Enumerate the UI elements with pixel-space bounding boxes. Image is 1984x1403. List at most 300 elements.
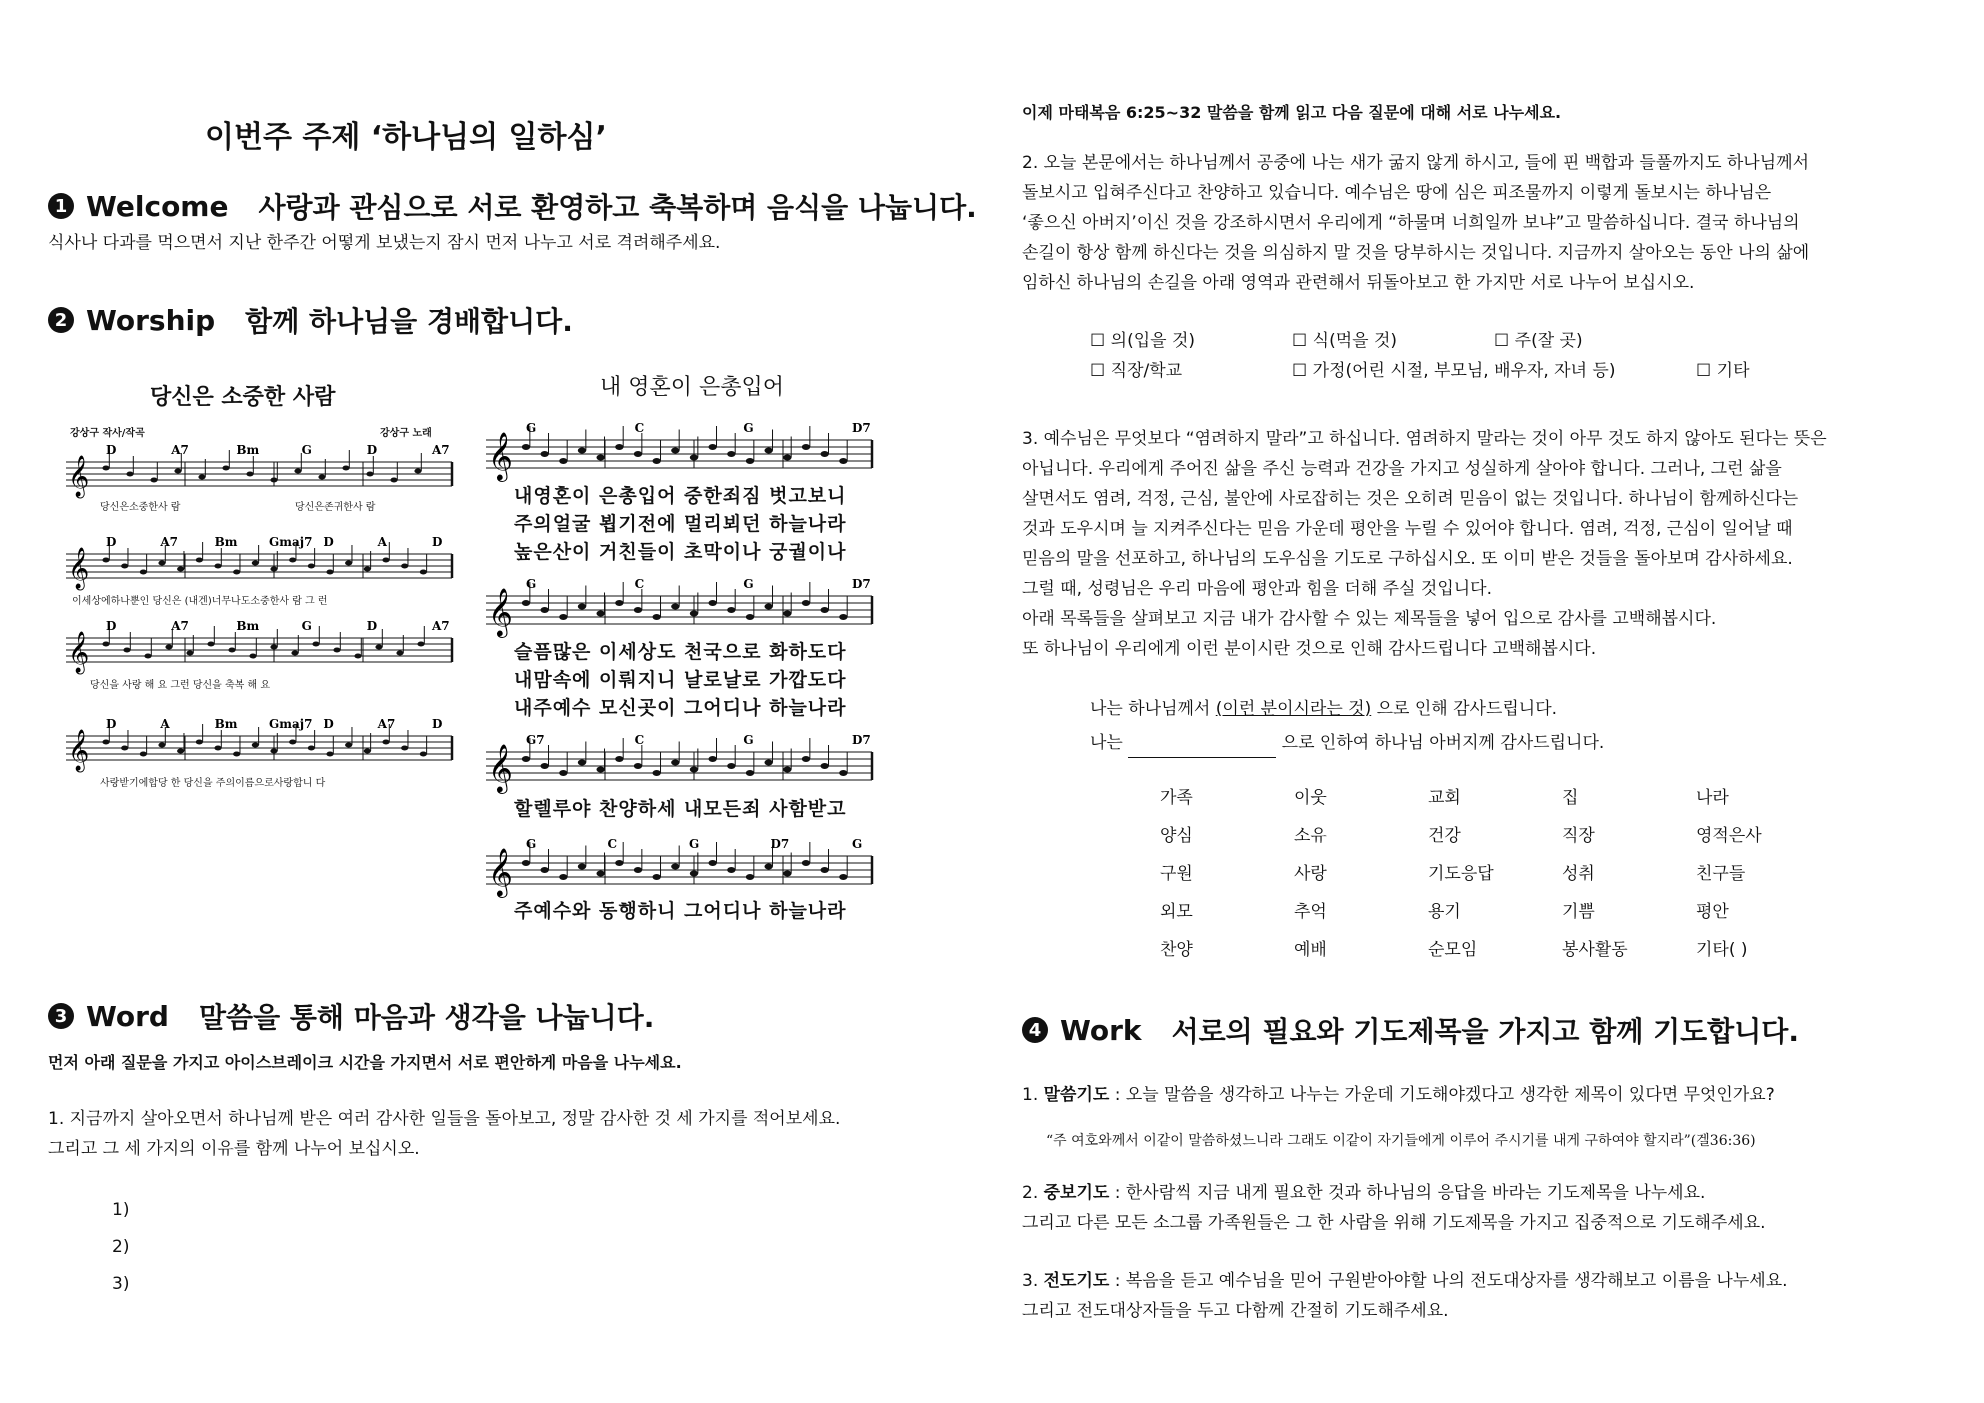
note-head — [634, 867, 642, 873]
note-head — [596, 611, 604, 617]
prayer-text: : 한사람씩 지금 내게 필요한 것과 하나님의 응답을 바라는 기도제목을 나누세요. — [1109, 1183, 1706, 1203]
chord-symbol: A7 — [432, 619, 450, 633]
gratitude-word: 평안 — [1696, 902, 1729, 922]
welcome-heading — [48, 186, 977, 226]
note-head — [727, 607, 735, 613]
note-head — [615, 756, 623, 762]
reading-intro: 이제 마태복음 6:25~32 말씀을 함께 읽고 다음 질문에 대해 서로 나누세요. — [1022, 103, 1562, 122]
gratitude-word: 사랑 — [1294, 864, 1327, 884]
note-head — [820, 607, 828, 613]
note-head — [417, 641, 424, 646]
work-heading — [1022, 1010, 1799, 1050]
note-head — [802, 600, 810, 606]
question-3-line: 것과 도우시며 늘 지켜주신다는 믿음 가운데 평안을 누릴 수 있어야 합니다. 염려, 걱정, 근심이 일어날 때 — [1022, 519, 1793, 539]
section-label: Welcome — [86, 189, 229, 223]
treble-clef-icon: 𝄞 — [68, 632, 90, 673]
question-3-line: 또 하나님이 우리에게 이런 분이시란 것으로 인해 감사드립니다 고백해봅시다. — [1022, 639, 1597, 659]
note-head — [727, 451, 735, 457]
note-head — [198, 474, 205, 479]
question-3-line: 3. 예수님은 무엇보다 “염려하지 말라”고 하십니다. 염려하지 말라는 것이 아무 것도 하지 않아도 된다는 뜻은 — [1022, 429, 1827, 449]
chord-symbol: G — [743, 733, 754, 747]
note-head — [207, 641, 214, 646]
note-head — [102, 465, 109, 470]
note-head — [326, 751, 333, 756]
song2-lyric: 내주예수 모신곳이 그어디나 하늘나라 — [514, 697, 847, 719]
song1-lyric: 사랑받기에합당 한 당신을 주의이름으로사랑합니 다 — [100, 778, 326, 789]
song1-credit-right: 강상구 노래 — [380, 428, 432, 439]
note-head — [690, 871, 698, 877]
prayer-2 — [1022, 1178, 1766, 1238]
chord-symbol: C — [607, 837, 618, 851]
note-head — [540, 867, 548, 873]
gratitude-word: 추억 — [1294, 902, 1327, 922]
chord-symbol: G — [689, 837, 700, 851]
section-heading-text: 함께 하나님을 경배합니다. — [245, 305, 573, 338]
note-head — [318, 474, 325, 479]
treble-clef-icon: 𝄞 — [68, 548, 90, 589]
note-head — [708, 444, 716, 450]
song2-lyric: 높은산이 거친들이 초막이나 궁궐이나 — [514, 541, 847, 563]
question-2-line: 2. 오늘 본문에서는 하나님께서 공중에 나는 새가 굶지 않게 하시고, 들에 핀 백합과 들풀까지도 하나님께서 — [1022, 153, 1809, 173]
gratitude-word: 기타( ) — [1696, 940, 1748, 960]
chord-symbol: D — [106, 619, 117, 633]
gratitude-word: 순모임 — [1428, 940, 1478, 960]
treble-clef-icon: 𝄞 — [488, 743, 513, 792]
note-head — [783, 611, 791, 617]
gratitude-word: 직장 — [1562, 826, 1595, 846]
prayer-1-verse: “주 여호와께서 이같이 말씀하셨느니라 그래도 이같이 자기들에게 이루어 주시기를 내게 구하여야 할지라”(겔36:36) — [1046, 1133, 1756, 1149]
note-head — [177, 566, 184, 571]
gratitude-word: 집 — [1562, 788, 1579, 808]
note-head — [294, 468, 301, 473]
note-head — [177, 748, 184, 753]
note-head — [308, 745, 315, 750]
note-head — [121, 745, 128, 750]
chord-symbol: D — [106, 443, 117, 457]
chord-symbol: D — [366, 443, 378, 457]
song2-lyric: 할렐루야 찬양하세 내모든죄 사함받고 — [514, 798, 847, 820]
chord-symbol: Gmaj7 — [269, 717, 313, 731]
thanks-underlined: (이런 분이시라는 것) — [1215, 699, 1372, 719]
note-head — [326, 569, 333, 574]
checkbox-family[interactable]: ☐ 가정(어린 시절, 부모님, 배우자, 자녀 등) — [1292, 361, 1616, 381]
note-head — [708, 756, 716, 762]
chord-symbol: G — [743, 577, 754, 591]
song2-lyric: 내맘속에 이뤄지니 날로날로 가깝도다 — [514, 669, 847, 691]
sheet-music-song2 — [480, 370, 880, 930]
note-head — [690, 611, 698, 617]
song1-staves — [60, 370, 460, 810]
note-head — [522, 600, 530, 606]
area-checkboxes — [1090, 326, 1750, 386]
note-head — [578, 604, 586, 610]
chord-symbol: A7 — [171, 619, 189, 633]
question-2-line: 손길이 항상 함께 하신다는 것을 의심하지 말 것을 당부하시는 것입니다. 지금까지 살아오는 동안 나의 삶에 — [1022, 243, 1810, 263]
note-head — [596, 767, 604, 773]
chord-symbol: G — [526, 421, 537, 435]
chord-symbol: A7 — [160, 535, 179, 549]
song2-verse-block-1 — [514, 482, 847, 566]
checkbox-work-school[interactable]: ☐ 직장/학교 — [1090, 361, 1183, 381]
note-head — [820, 867, 828, 873]
note-head — [596, 455, 604, 461]
section-number-badge: 2 — [48, 307, 74, 333]
note-head — [578, 864, 586, 870]
note-head — [690, 767, 698, 773]
note-head — [708, 600, 716, 606]
note-head — [246, 471, 253, 476]
note-head — [652, 770, 660, 776]
chord-symbol: D — [323, 535, 334, 549]
note-head — [746, 770, 754, 776]
thanks-text: 으로 인하여 하나님 아버지께 감사드립니다. — [1276, 733, 1605, 753]
note-head — [522, 756, 530, 762]
treble-clef-icon: 𝄞 — [488, 587, 513, 636]
note-head — [578, 760, 586, 766]
prayer-3 — [1022, 1266, 1788, 1326]
gratitude-word-grid — [1160, 786, 1830, 962]
note-head — [270, 566, 277, 571]
thanks-text: 나는 — [1090, 733, 1129, 753]
note-head — [354, 653, 361, 658]
note-head — [802, 444, 810, 450]
note-head — [690, 455, 698, 461]
note-head — [615, 444, 623, 450]
note-head — [150, 477, 157, 482]
word-heading — [48, 996, 654, 1036]
treble-clef-icon: 𝄞 — [488, 431, 513, 480]
chord-symbol: Gmaj7 — [269, 535, 313, 549]
chord-symbol: A7 — [377, 717, 396, 731]
treble-clef-icon: 𝄞 — [68, 730, 90, 771]
note-head — [708, 860, 716, 866]
question-1-line: 그리고 그 세 가지의 이유를 함께 나누어 보십시오. — [48, 1139, 420, 1159]
note-head — [364, 748, 371, 753]
question-1-line: 1. 지금까지 살아오면서 하나님께 받은 여러 감사한 일들을 돌아보고, 정말 감사한 것 세 가지를 적어보세요. — [48, 1109, 841, 1129]
section-number-badge: 1 — [48, 193, 74, 219]
sheet-music-song1 — [60, 370, 460, 810]
answer-list — [112, 1192, 129, 1303]
chord-symbol: G — [301, 443, 312, 457]
note-head — [764, 448, 772, 454]
note-head — [746, 458, 754, 464]
note-head — [727, 763, 735, 769]
gratitude-word: 가족 — [1160, 788, 1193, 808]
note-head — [196, 739, 203, 744]
note-head — [559, 770, 567, 776]
chord-symbol: C — [634, 421, 645, 435]
note-head — [540, 763, 548, 769]
gratitude-word: 이웃 — [1294, 788, 1327, 808]
prayer-text: 그리고 다른 모든 소그룹 가족원들은 그 한 사람을 위해 기도제목을 가지고 집중적으로 기도해주세요. — [1022, 1213, 1766, 1233]
thanks-text: 으로 인해 감사드립니다. — [1371, 699, 1558, 719]
question-2-line: ‘좋으신 아버지’이신 것을 강조하시면서 우리에게 “하물며 너희일까 보냐”고 말씀하십니다. 결국 하나님의 — [1022, 213, 1800, 233]
note-head — [396, 650, 403, 655]
treble-clef-icon: 𝄞 — [68, 456, 90, 497]
note-head — [126, 471, 133, 476]
note-head — [345, 742, 352, 747]
note-head — [165, 644, 172, 649]
note-head — [102, 641, 109, 646]
chord-symbol: A — [377, 535, 387, 549]
note-head — [764, 604, 772, 610]
gratitude-word: 교회 — [1428, 788, 1461, 808]
note-head — [291, 650, 298, 655]
note-head — [414, 468, 421, 473]
note-head — [764, 760, 772, 766]
note-head — [596, 871, 604, 877]
note-head — [540, 607, 548, 613]
note-head — [342, 465, 349, 470]
answer-item: 3) — [112, 1274, 130, 1294]
prayer-number: 2. — [1022, 1183, 1044, 1203]
thanks-statement-1 — [1090, 694, 1557, 724]
note-head — [839, 874, 847, 880]
note-head — [671, 760, 679, 766]
note-head — [634, 607, 642, 613]
song1-lyric: 당신을 사랑 해 요 그런 당신을 축복 해 요 — [90, 680, 270, 691]
song2-title: 내 영혼이 은총입어 — [600, 375, 785, 400]
note-head — [270, 477, 277, 482]
prayer-label: 전도기도 — [1043, 1271, 1110, 1291]
note-head — [783, 455, 791, 461]
note-head — [783, 767, 791, 773]
note-head — [671, 448, 679, 454]
note-head — [364, 566, 371, 571]
gratitude-word: 친구들 — [1696, 864, 1746, 884]
chord-symbol: D — [323, 717, 334, 731]
note-head — [634, 763, 642, 769]
song2-lyric: 주예수와 동행하니 그어디나 하늘나라 — [514, 900, 847, 922]
note-head — [233, 569, 240, 574]
song2-lyric: 슬픔많은 이세상도 천국으로 화하도다 — [514, 641, 847, 663]
note-head — [746, 614, 754, 620]
chord-symbol: D7 — [852, 733, 871, 747]
gratitude-word: 예배 — [1294, 940, 1327, 960]
note-head — [652, 458, 660, 464]
note-head — [671, 604, 679, 610]
note-head — [839, 614, 847, 620]
song1-credit-left: 강상구 작사/작곡 — [70, 428, 145, 439]
checkbox-housing[interactable]: ☐ 주(잘 곳) — [1494, 331, 1583, 351]
checkbox-clothing[interactable]: ☐ 의(입을 것) — [1090, 331, 1196, 351]
note-head — [249, 653, 256, 658]
note-head — [652, 614, 660, 620]
note-head — [375, 644, 382, 649]
note-head — [144, 653, 151, 658]
note-head — [123, 647, 130, 652]
note-head — [559, 614, 567, 620]
note-head — [158, 742, 165, 747]
section-label: Worship — [86, 303, 216, 337]
song2-lyric: 내영혼이 은총입어 중한죄짐 벗고보니 — [514, 485, 847, 507]
note-head — [420, 751, 427, 756]
treble-clef-icon: 𝄞 — [488, 847, 513, 896]
note-head — [102, 557, 109, 562]
gratitude-word: 봉사활동 — [1562, 940, 1628, 960]
gratitude-word: 양심 — [1160, 826, 1193, 846]
chord-symbol: A — [160, 717, 170, 731]
note-head — [839, 770, 847, 776]
prayer-1 — [1022, 1080, 1775, 1110]
note-head — [540, 451, 548, 457]
note-head — [559, 458, 567, 464]
question-3-line: 아래 목록들을 살펴보고 지금 내가 감사할 수 있는 제목들을 넣어 입으로 감사를 고백해봅시다. — [1022, 609, 1717, 629]
note-head — [270, 748, 277, 753]
section-number-badge: 3 — [48, 1003, 74, 1029]
question-1 — [48, 1104, 840, 1164]
chord-symbol: D — [106, 717, 117, 731]
note-head — [578, 448, 586, 454]
note-head — [802, 860, 810, 866]
gratitude-word: 기도응답 — [1428, 864, 1494, 884]
gratitude-word: 찬양 — [1160, 940, 1193, 960]
chord-symbol: G7 — [526, 733, 545, 747]
note-head — [289, 557, 296, 562]
prayer-number: 1. — [1022, 1085, 1044, 1105]
note-head — [270, 644, 277, 649]
gratitude-word: 기쁨 — [1562, 902, 1595, 922]
note-head — [615, 600, 623, 606]
gratitude-word: 용기 — [1428, 902, 1461, 922]
note-head — [140, 569, 147, 574]
note-head — [522, 444, 530, 450]
question-3-line: 믿음의 말을 선포하고, 하나님의 도우심을 기도로 구하십시오. 또 이미 받은 것들을 돌아보며 감사하세요. — [1022, 549, 1793, 569]
chord-symbol: G — [852, 837, 863, 851]
note-head — [196, 557, 203, 562]
note-head — [802, 756, 810, 762]
note-head — [312, 641, 319, 646]
note-head — [222, 465, 229, 470]
song2-lyric: 주의얼굴 뵙기전에 멀리뵈던 하늘나라 — [514, 513, 847, 535]
chord-symbol: Bm — [214, 717, 238, 731]
question-2-line: 임하신 하나님의 손길을 아래 영역과 관련해서 뒤돌아보고 한 가지만 서로 나누어 보십시오. — [1022, 273, 1695, 293]
note-head — [820, 763, 828, 769]
note-head — [366, 471, 373, 476]
note-head — [158, 560, 165, 565]
gratitude-word: 나라 — [1696, 788, 1729, 808]
answer-item: 2) — [112, 1237, 130, 1257]
prayer-label: 말씀기도 — [1043, 1085, 1110, 1105]
chord-symbol: C — [634, 733, 645, 747]
chord-symbol: G — [301, 619, 312, 633]
note-head — [186, 650, 193, 655]
checkbox-other[interactable]: ☐ 기타 — [1696, 361, 1750, 381]
note-head — [345, 560, 352, 565]
note-head — [401, 745, 408, 750]
question-3-line: 살면서도 염려, 걱정, 근심, 불안에 사로잡히는 것은 오히려 믿음이 없는 것입니다. 하나님이 함께하신다는 — [1022, 489, 1799, 509]
note-head — [252, 560, 259, 565]
section-number-badge: 4 — [1022, 1017, 1048, 1043]
section-heading-text: 사랑과 관심으로 서로 환영하고 축복하며 음식을 나눕니다. — [258, 191, 977, 224]
question-2-line: 돌보시고 입혀주신다고 찬양하고 있습니다. 예수님은 땅에 심은 피조물까지 이렇게 돌보시는 하나님은 — [1022, 183, 1772, 203]
prayer-text: : 오늘 말씀을 생각하고 나누는 가운데 기도해야겠다고 생각한 제목이 있다면 무엇인가요? — [1109, 1085, 1775, 1105]
chord-symbol: D — [106, 535, 117, 549]
gratitude-word: 외모 — [1160, 902, 1193, 922]
note-head — [121, 563, 128, 568]
note-head — [634, 451, 642, 457]
note-head — [420, 569, 427, 574]
note-head — [522, 860, 530, 866]
word-intro: 먼저 아래 질문을 가지고 아이스브레이크 시간을 가지면서 서로 편안하게 마음을 나누세요. — [48, 1053, 682, 1072]
section-label: Work — [1060, 1013, 1142, 1047]
note-head — [308, 563, 315, 568]
chord-symbol: D — [432, 535, 443, 549]
song2-verse-block-2 — [514, 638, 847, 722]
section-heading-text: 말씀을 통해 마음과 생각을 나눕니다. — [198, 1001, 655, 1034]
welcome-body: 식사나 다과를 먹으면서 지난 한주간 어떻게 보냈는지 잠시 먼저 나누고 서로 격려해주세요. — [48, 233, 721, 253]
prayer-text: : 복음을 듣고 예수님을 믿어 구원받아야할 나의 전도대상자를 생각해보고 이름을 나누세요. — [1109, 1271, 1788, 1291]
note-head — [559, 874, 567, 880]
chord-symbol: D7 — [852, 577, 871, 591]
note-head — [382, 739, 389, 744]
note-head — [228, 647, 235, 652]
thanks-blank[interactable] — [1128, 737, 1276, 758]
note-head — [652, 874, 660, 880]
note-head — [764, 864, 772, 870]
chord-symbol: C — [634, 577, 645, 591]
question-3 — [1022, 424, 1827, 664]
question-3-line: 그럴 때, 성령님은 우리 마음에 평안과 힘을 더해 주실 것입니다. — [1022, 579, 1492, 599]
chord-symbol: A7 — [171, 443, 189, 457]
chord-symbol: D — [366, 619, 378, 633]
note-head — [102, 739, 109, 744]
gratitude-word: 소유 — [1294, 826, 1327, 846]
note-head — [214, 745, 221, 750]
note-head — [671, 864, 679, 870]
note-head — [333, 647, 340, 652]
chord-symbol: G — [526, 837, 537, 851]
page-title: 이번주 주제 ‘하나님의 일하심’ — [205, 120, 607, 155]
answer-item: 1) — [112, 1200, 130, 1220]
chord-symbol: Bm — [236, 443, 260, 457]
note-head — [727, 867, 735, 873]
note-head — [820, 451, 828, 457]
note-head — [401, 563, 408, 568]
gratitude-word: 성취 — [1562, 864, 1595, 884]
gratitude-word: 구원 — [1160, 864, 1193, 884]
thanks-statement-2 — [1090, 728, 1604, 758]
prayer-text: 그리고 전도대상자들을 두고 다함께 간절히 기도해주세요. — [1022, 1301, 1449, 1321]
checkbox-food[interactable]: ☐ 식(먹을 것) — [1292, 331, 1398, 351]
section-heading-text: 서로의 필요와 기도제목을 가지고 함께 기도합니다. — [1171, 1015, 1799, 1048]
gratitude-word: 건강 — [1428, 826, 1461, 846]
chord-symbol: G — [743, 421, 754, 435]
note-head — [783, 871, 791, 877]
chord-symbol: D7 — [770, 837, 790, 851]
chord-symbol: G — [526, 577, 537, 591]
chord-symbol: Bm — [214, 535, 238, 549]
song1-lyric: 이세상에하나뿐인 당신은 (내겐)너무나도소중한사 람 그 런 — [72, 596, 328, 607]
song1-lyric: 당신은존귀한사 람 — [295, 502, 376, 513]
note-head — [140, 751, 147, 756]
note-head — [839, 458, 847, 464]
note-head — [214, 563, 221, 568]
note-head — [233, 751, 240, 756]
note-head — [390, 477, 397, 482]
question-2 — [1022, 148, 1809, 298]
thanks-text: 나는 하나님께서 — [1090, 699, 1216, 719]
note-head — [174, 468, 181, 473]
chord-symbol: A7 — [432, 443, 450, 457]
note-head — [252, 742, 259, 747]
chord-symbol: Bm — [236, 619, 260, 633]
gratitude-word: 영적은사 — [1696, 826, 1762, 846]
note-head — [289, 739, 296, 744]
section-label: Word — [86, 999, 169, 1033]
note-head — [746, 874, 754, 880]
note-head — [382, 557, 389, 562]
